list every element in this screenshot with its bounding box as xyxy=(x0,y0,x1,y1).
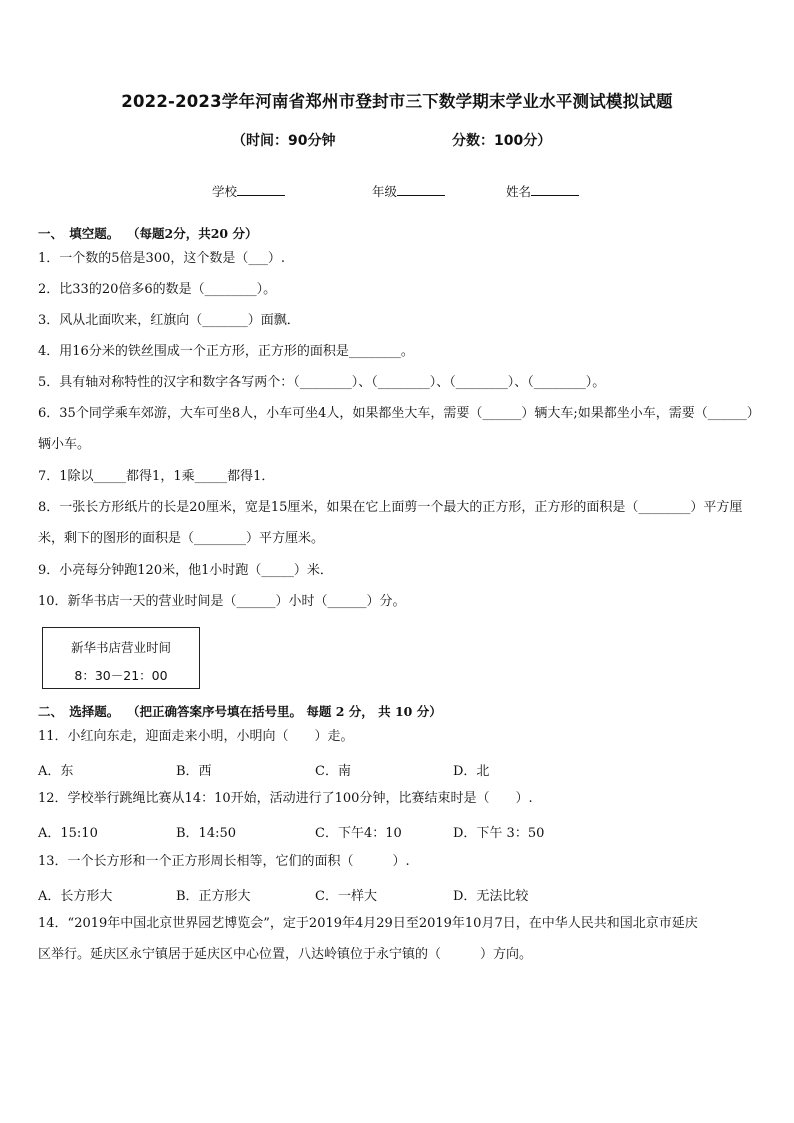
section-fill-in xyxy=(38,224,257,242)
name-label: 姓名 xyxy=(506,184,532,199)
name-blank[interactable] xyxy=(531,184,579,196)
q13-option-c[interactable]: C．一样大 xyxy=(315,889,377,904)
q11-option-b[interactable]: B．西 xyxy=(176,764,212,779)
school-field xyxy=(212,182,285,200)
q12-option-d[interactable]: D．下午 3：50 xyxy=(453,826,545,841)
question-1: 1．一个数的5倍是300，这个数是（___）. xyxy=(38,251,285,266)
question-4: 4．用16分米的铁丝围成一个正方形，正方形的面积是________。 xyxy=(38,344,414,359)
exam-time: （时间：90分钟 xyxy=(232,133,336,149)
q12-option-c[interactable]: C．下午4：10 xyxy=(315,826,402,841)
exam-title: 2022-2023学年河南省郑州市登封市三下数学期末学业水平测试模拟试题 xyxy=(121,92,673,111)
grade-field xyxy=(372,182,445,200)
question-5: 5．具有轴对称特性的汉字和数字各写两个：（________）、（________）、（________）、（________）。 xyxy=(38,375,606,390)
q11-option-d[interactable]: D．北 xyxy=(453,764,490,779)
grade-label: 年级 xyxy=(372,184,398,199)
question-12: 12．学校举行跳绳比赛从14：10开始，活动进行了100分钟，比赛结束时是（ ）. xyxy=(38,791,533,806)
question-8: 8．一张长方形纸片的长是20厘米，宽是15厘米，如果在它上面剪一个最大的正方形，正方形的面积是（________）平方厘米，剩下的图形的面积是（________）平方厘米。 xyxy=(38,500,743,546)
bookstore-hours-box xyxy=(42,627,200,689)
section-choice-heading: 二、 选择题。 xyxy=(38,704,120,719)
section-fill-in-heading: 一、 填空题。 xyxy=(38,226,120,241)
question-14-line2: 区举行。延庆区永宁镇居于延庆区中心位置，八达岭镇位于永宁镇的（ ）方向。 xyxy=(38,947,533,962)
bookstore-hours-title: 新华书店营业时间 xyxy=(70,640,171,655)
question-3: 3．风从北面吹来，红旗向（_______）面飘． xyxy=(38,313,300,328)
question-14-line1: 14．“2019年中国北京世界园艺博览会”，定于2019年4月29日至2019年10月7日，在中华人民共和国北京市延庆 xyxy=(38,916,698,931)
name-field xyxy=(506,182,579,200)
section-fill-in-note: （每题2分，共20 分） xyxy=(133,226,258,241)
q11-option-c[interactable]: C．南 xyxy=(315,764,351,779)
question-10: 10．新华书店一天的营业时间是（______）小时（______）分。 xyxy=(38,594,406,609)
grade-blank[interactable] xyxy=(397,184,445,196)
question-2: 2．比33的20倍多6的数是（________）。 xyxy=(38,282,277,297)
question-11: 11．小红向东走，迎面走来小明，小明向（ ）走。 xyxy=(38,729,354,744)
school-label: 学校 xyxy=(212,184,238,199)
q11-option-a[interactable]: A．东 xyxy=(38,764,74,779)
section-choice-note: （把正确答案序号填在括号里。 每题 2 分， 共 10 分） xyxy=(133,704,442,719)
question-9: 9．小亮每分钟跑120米，他1小时跑（_____）米． xyxy=(38,563,333,578)
section-choice xyxy=(38,702,442,720)
exam-score: 分数：100分） xyxy=(452,133,552,149)
question-13: 13．一个长方形和一个正方形周长相等，它们的面积（ ）. xyxy=(38,854,410,869)
q13-option-a[interactable]: A．长方形大 xyxy=(38,889,113,904)
bookstore-hours-value: 8：30－21：00 xyxy=(74,668,168,683)
q12-option-a[interactable]: A．15:10 xyxy=(38,826,98,841)
q12-option-b[interactable]: B．14:50 xyxy=(176,826,237,841)
question-6: 6．35个同学乘车郊游，大车可坐8人，小车可坐4人，如果都坐大车，需要（______）辆大车;如果都坐小车，需要（______）辆小车。 xyxy=(38,406,754,452)
q13-option-b[interactable]: B．正方形大 xyxy=(176,889,251,904)
school-blank[interactable] xyxy=(237,184,285,196)
question-7: 7．1除以_____都得1，1乘_____都得1． xyxy=(38,469,275,484)
q13-option-d[interactable]: D．无法比较 xyxy=(453,889,529,904)
